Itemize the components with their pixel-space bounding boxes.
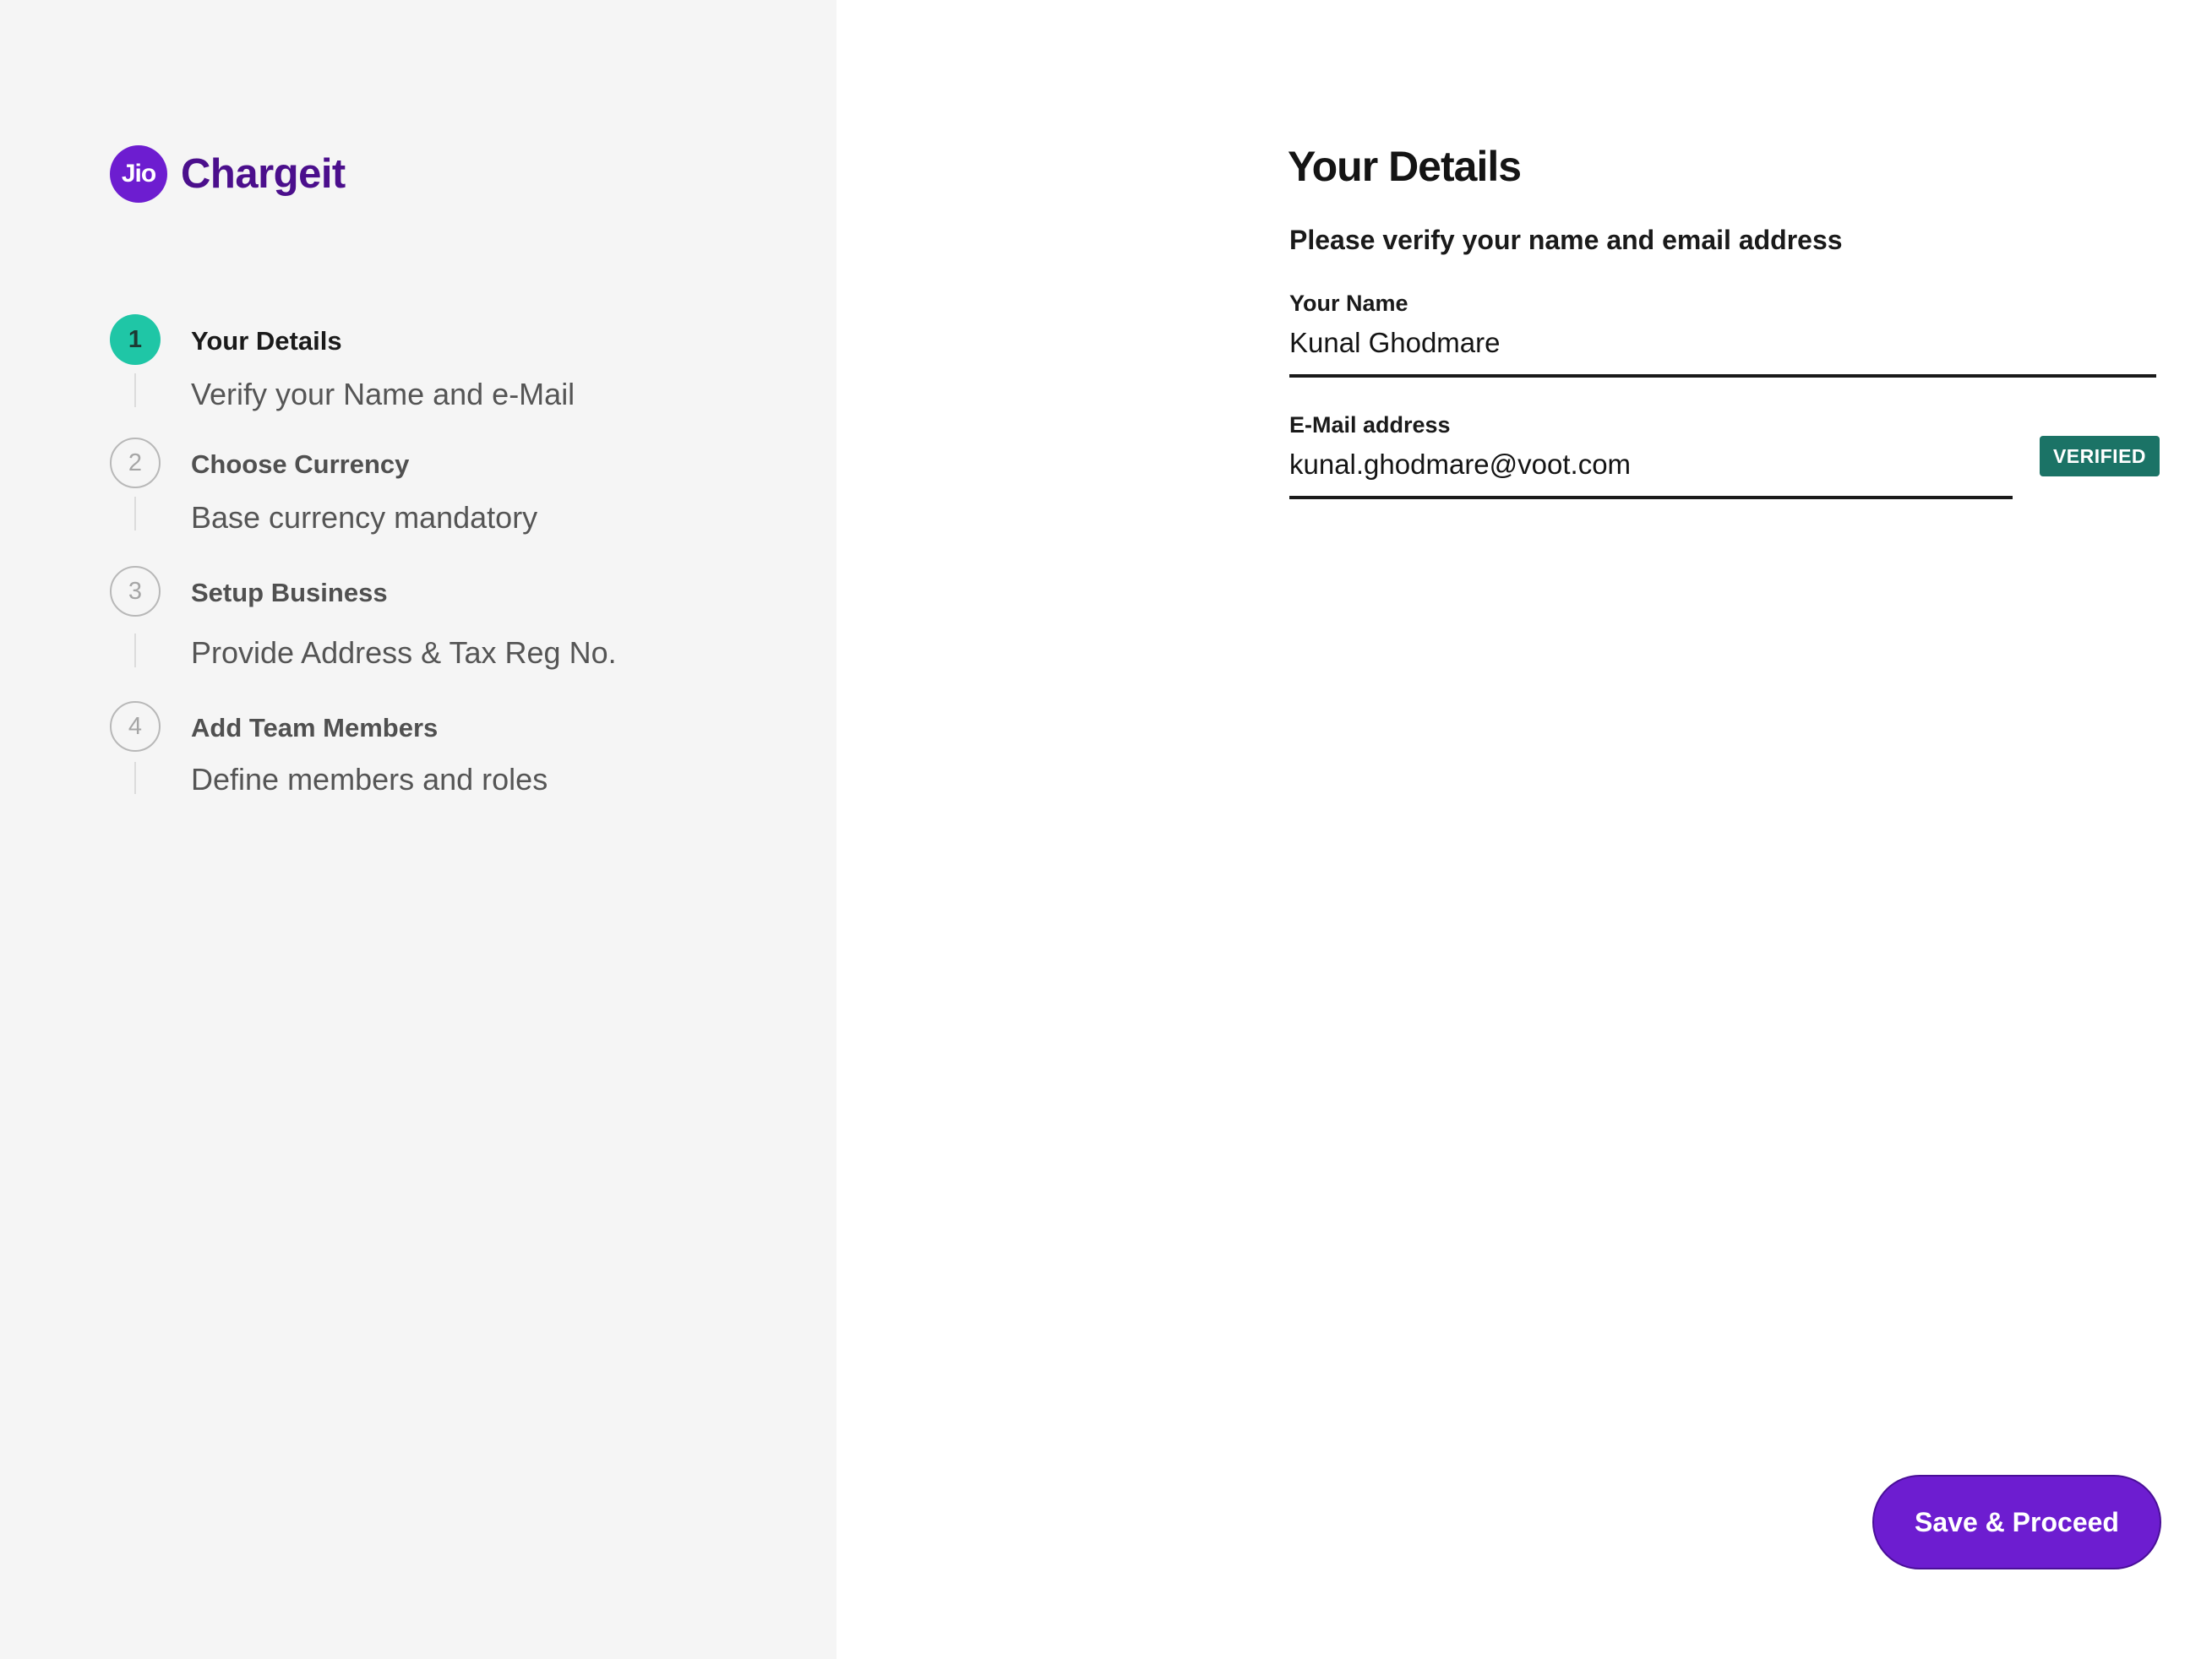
name-field-label: Your Name [1289, 291, 1408, 316]
step-number-badge: 4 [110, 701, 161, 752]
sidebar [0, 0, 836, 1659]
brand-name: Chargeit [181, 151, 346, 197]
step-number-badge: 2 [110, 438, 161, 488]
brand-logo [110, 145, 346, 203]
step-subtitle: Define members and roles [191, 762, 548, 797]
step-subtitle: Base currency mandatory [191, 500, 538, 535]
email-input[interactable] [1289, 449, 2013, 499]
step-connector [134, 634, 136, 667]
page-title: Your Details [1288, 143, 1522, 190]
step-subtitle: Verify your Name and e-Mail [191, 377, 575, 411]
step-number-badge: 1 [110, 314, 161, 365]
step-title: Your Details [191, 326, 342, 356]
step-title: Setup Business [191, 578, 388, 607]
step-subtitle: Provide Address & Tax Reg No. [191, 635, 617, 670]
name-input[interactable] [1289, 327, 2156, 378]
step-connector [134, 497, 136, 530]
verified-badge: VERIFIED [2040, 436, 2160, 476]
step-connector [134, 762, 136, 794]
save-and-proceed-button[interactable]: Save & Proceed [1872, 1475, 2161, 1569]
jio-logo-badge: Jio [110, 145, 167, 203]
step-title: Add Team Members [191, 713, 439, 742]
step-number-badge: 3 [110, 566, 161, 617]
name-field [1289, 291, 2156, 378]
email-field-label: E-Mail address [1289, 412, 1451, 438]
email-field [1289, 412, 2013, 499]
step-title: Choose Currency [191, 449, 410, 479]
step-connector [134, 373, 136, 407]
details-form-panel [836, 0, 2212, 1659]
page-subtitle: Please verify your name and email address [1289, 225, 1843, 255]
